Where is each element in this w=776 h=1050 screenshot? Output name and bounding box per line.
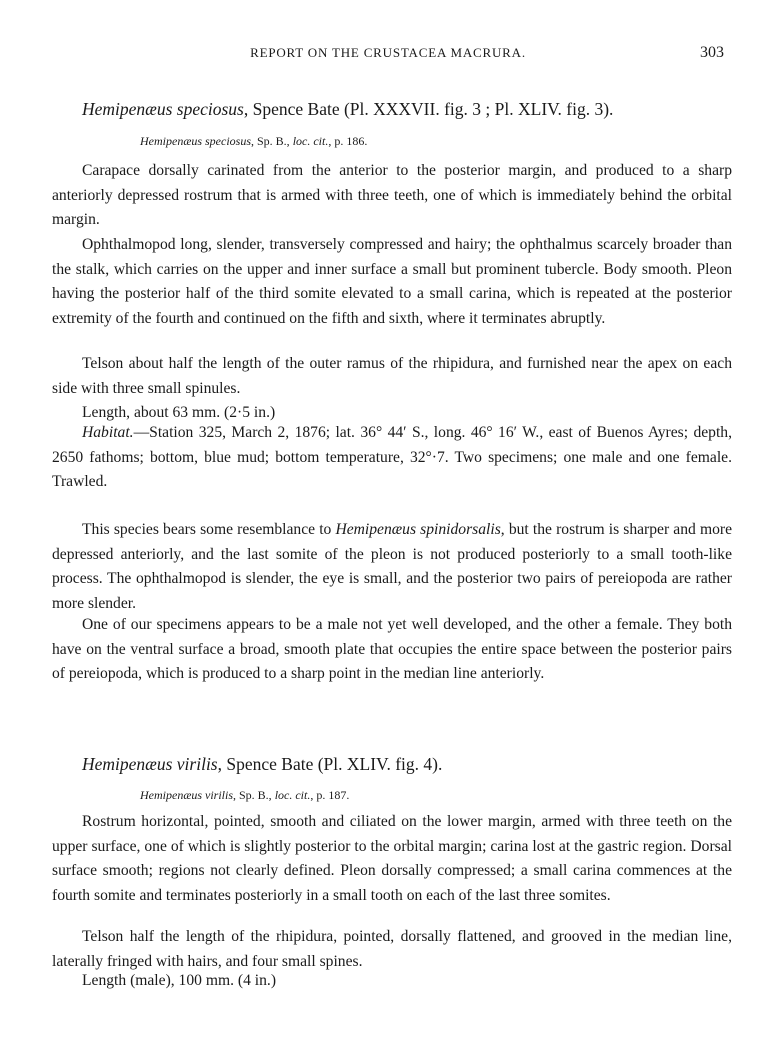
running-head — [52, 45, 724, 67]
ref-page: , p. 186. — [328, 134, 368, 148]
discussion-specimens: One of our specimens appears to be a male not yet well developed, and the other a female. They both have on the ventral surface a broad, smooth plate that occupies the entire space between the posterior pairs of pereiopoda, which is produced to a sharp point in the median line anteriorly. — [52, 616, 732, 682]
discussion-text-a: This species bears some resemblance to — [82, 521, 336, 538]
species-name: Hemipenæus speciosus — [82, 99, 244, 119]
description-ophthalmopod: Ophthalmopod long, slender, transversely compressed and hairy; the ophthalmus scarcely broader than the stalk, which carries on the upper and inner surface a small but prominent tubercle. Body smooth. Pleon having the posterior half of the third somite elevated to a small carina, which is repeated at the posterior extremity of the fourth and continued on the fifth and sixth, where it terminates abruptly. — [52, 236, 732, 327]
habitat-paragraph — [52, 421, 732, 495]
species-heading-speciosus — [52, 98, 732, 120]
species-name: Hemipenæus virilis — [82, 754, 218, 774]
species-authority: , Spence Bate (Pl. XXXVII. fig. 3 ; Pl. XLIV. fig. 3). — [243, 99, 614, 119]
habitat-label: Habitat. — [82, 424, 134, 441]
description-telson: Telson half the length of the rhipidura, pointed, dorsally flattened, and grooved in the median line, laterally fringed with hairs, and four small spines. — [52, 928, 732, 970]
ref-species-name: Hemipenæus virilis — [140, 788, 233, 802]
running-head-title: REPORT ON THE CRUSTACEA MACRURA. — [250, 45, 526, 60]
description-telson: Telson about half the length of the outer ramus of the rhipidura, and furnished near the apex on each side with three small spinules. — [52, 355, 732, 397]
species-heading-virilis — [52, 753, 732, 775]
discussion-resemblance — [52, 518, 732, 616]
discussion-text-b: , but the rostrum is sharper and more depressed anteriorly, and the last somite of the pleon is not produced posteriorly to a small tooth-like process. The ophthalmopod is slender, the eye is small, and the posterior two pairs of pereiopoda are rather more slender. — [52, 521, 733, 612]
synonymy-reference — [52, 787, 732, 803]
ref-loc-cit: loc. cit. — [274, 788, 311, 802]
description-carapace: Carapace dorsally carinated from the anterior to the posterior margin, and produced to a sharp anteriorly depressed rostrum that is armed with three teeth, one of which is immediately behind the orbital margin. — [52, 162, 732, 228]
ref-author: , Sp. B., — [233, 788, 275, 802]
species-authority: , Spence Bate (Pl. XLIV. fig. 4). — [217, 754, 443, 774]
page-number: 303 — [700, 44, 724, 61]
ref-loc-cit: loc. cit. — [292, 134, 329, 148]
description-rostrum: Rostrum horizontal, pointed, smooth and ciliated on the lower margin, armed with three teeth on the upper surface, one of which is slightly posterior to the orbital margin; carina lost at the gastric region. Dorsal surface smooth; regions not clearly defined. Pleon dorsally compressed; a small carina commences at the fourth somite and terminates posteriorly in a small tooth on each of the last three somites. — [52, 813, 732, 904]
synonymy-reference — [52, 133, 732, 149]
compared-species-name: Hemipenæus spinidorsalis — [335, 521, 501, 538]
ref-page: , p. 187. — [310, 788, 350, 802]
habitat-text: —Station 325, March 2, 1876; lat. 36° 44′ S., long. 46° 16′ W., east of Buenos Ayres; depth, 2650 fathoms; bottom, blue mud; bottom temperature, 32°·7. Two specimens; one male and one female. Trawled. — [52, 424, 732, 490]
description-length: Length (male), 100 mm. (4 in.) — [82, 972, 277, 989]
description-length: Length, about 63 mm. (2·5 in.) — [82, 404, 276, 421]
ref-species-name: Hemipenæus speciosus — [140, 134, 251, 148]
ref-author: , Sp. B., — [251, 134, 293, 148]
